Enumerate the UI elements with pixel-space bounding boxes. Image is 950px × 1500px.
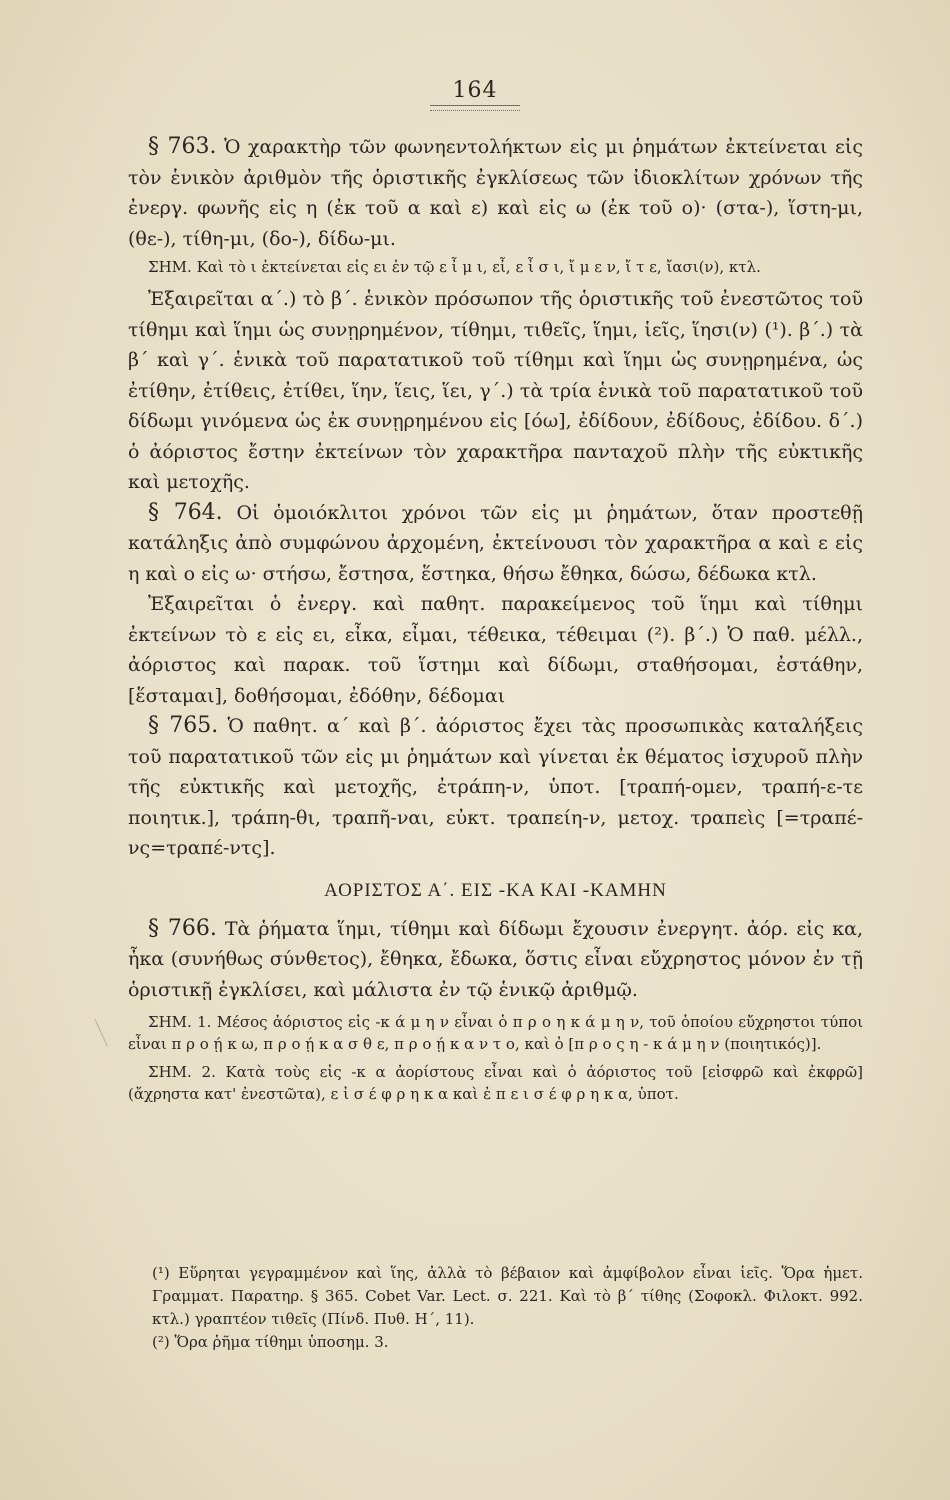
section-heading: ΑΟΡΙΣΤΟΣ Α΄. ΕΙΣ -ΚΑ ΚΑΙ -ΚΑΜΗΝ <box>324 879 667 901</box>
page-number-ornament <box>430 105 520 111</box>
main-text <box>128 132 863 1105</box>
section-765 <box>128 711 863 864</box>
section-text: Οἱ ὁμοιόκλιτοι χρόνοι τῶν εἰς μι ῥημάτων, ὅταν προστεθῇ κατάληξις ἀπὸ συμφώνου ἀρχομένη, ἐκτείνουσι τὸν χαρακτῆρα α καὶ ε εἰς η καὶ ο εἰς ω· στήσω, ἔστησα, ἕστηκα, θήσω ἔθηκα, δώσω, δέδωκα κτλ. <box>128 501 863 585</box>
section-763 <box>128 132 863 254</box>
exception-1: Ἐξαιρεῖται α΄.) τὸ β΄. ἑνικὸν πρόσωπον τῆς ὁριστικῆς τοῦ ἐνεστῶτος τοῦ τίθημι καὶ ἵημι ὡς συνῃρημένον, τίθημι, τιθεῖς, ἵημι, ἱεῖς, ἵησι(ν) (¹). β΄.) τὰ β΄ καὶ γ΄. ἑνικὰ τοῦ παρατατικοῦ τοῦ τίθημι καὶ ἵημι ὡς συνῃρημένα, ὡς ἐτίθην, ἐτίθεις, ἐτίθει, ἵην, ἵεις, ἵει, γ΄.) τὰ τρία ἑνικὰ τοῦ παρατατικοῦ τοῦ δίδωμι γινόμενα ὡς ἐκ συνῃρημένου εἰς [όω], ἐδίδουν, ἐδίδους, ἐδίδου. δ΄.) ὁ ἀόριστος ἔστην ἐκτείνων τὸν χαρακτῆρα πανταχοῦ πλὴν τῆς εὐκτικῆς καὶ μετοχῆς. <box>128 288 863 493</box>
note-2: ΣΗΜ. 1. Μέσος ἀόριστος εἰς -κ ά μ η ν εἶναι ὁ π ρ ο η κ ά μ η ν, τοῦ ὁποίου εὔχρηστοι τύποι εἶναι π ρ ο ῄ κ ω, π ρ ο ῄ κ α σ θ ε, π ρ ο ῄ κ α ν τ ο, καὶ ὁ [π ρ ο ς η - κ ά μ η ν (ποιητικός)]. <box>128 1013 863 1053</box>
section-number: § 766. <box>148 915 217 941</box>
note-3: ΣΗΜ. 2. Κατὰ τοὺς εἰς -κ α ἀορίστους εἶναι καὶ ὁ ἀόριστος τοῦ [εἰσφρῶ καὶ ἐκφρῶ] (ἄχρηστα κατ' ἐνεστῶτα), ε ἰ σ έ φ ρ η κ α καὶ ἐ π ε ι σ έ φ ρ η κ α, ὑποτ. <box>128 1063 863 1103</box>
footnotes <box>128 1262 863 1354</box>
section-text: Ὁ παθητ. α΄ καὶ β΄. ἀόριστος ἔχει τὰς προσωπικὰς καταλήξεις τοῦ παρατατικοῦ τῶν εἰς μι ῥημάτων καὶ γίνεται ἐκ θέματος ἰσχυροῦ πλὴν τῆς εὐκτικῆς καὶ μετοχῆς, ἐτράπη-ν, ὑποτ. [τραπή-ομεν, τραπή-ε-τε ποιητικ.], τράπη-θι, τραπῆ-ναι, εὐκτ. τραπείη-ν, μετοχ. τραπεὶς [=τραπέ-νς=τραπέ-ντς]. <box>128 715 863 859</box>
section-766 <box>128 914 863 1006</box>
note-1: ΣΗΜ. Καὶ τὸ ι ἐκτείνεται εἰς ει ἐν τῷ ε ἶ μ ι, εἶ, ε ἶ σ ι, ἴ μ ε ν, ἴ τ ε, ἴασι(ν), κτλ. <box>148 258 761 276</box>
page-header <box>0 78 950 111</box>
exception-2: Ἐξαιρεῖται ὁ ἐνεργ. καὶ παθητ. παρακείμενος τοῦ ἵημι καὶ τίθημι ἐκτείνων τὸ ε εἰς ει, εἶκα, εἶμαι, τέθεικα, τέθειμαι (²). β΄.) Ὁ παθ. μέλλ., ἀόριστος καὶ παρακ. τοῦ ἵστημι καὶ δίδωμι, σταθήσομαι, ἐστάθην, [ἕσταμαι], δοθήσομαι, ἐδόθην, δέδομαι <box>128 593 863 707</box>
section-text: Τὰ ῥήματα ἵημι, τίθημι καὶ δίδωμι ἔχουσιν ἐνεργητ. ἀόρ. εἰς κα, ἧκα (συνήθως σύνθετος), ἔθηκα, ἔδωκα, ὅστις εἶναι εὔχρηστος μόνον ἐν τῇ ὁριστικῇ ἐγκλίσει, καὶ μάλιστα ἐν τῷ ἑνικῷ ἀριθμῷ. <box>128 917 863 1001</box>
section-text: Ὁ χαρακτὴρ τῶν φωνηεντολήκτων εἰς μι ῥημάτων ἐκτείνεται εἰς τὸν ἑνικὸν ἀριθμὸν τῆς ὁριστικῆς ἐγκλίσεως τῶν ἰδιοκλίτων χρόνων τῆς ἐνεργ. φωνῆς εἰς η (ἐκ τοῦ α καὶ ε) καὶ εἰς ω (ἐκ τοῦ ο)· (στα-), ἵστη-μι, (θε-), τίθη-μι, (δο-), δίδω-μι. <box>128 136 863 250</box>
page-number: 164 <box>452 78 498 103</box>
section-764 <box>128 498 863 590</box>
section-number: § 764. <box>148 499 223 525</box>
footnote-1: (¹) Εὕρηται γεγραμμένον καὶ ἵης, ἀλλὰ τὸ βέβαιον καὶ ἀμφίβολον εἶναι ἱεῖς. Ὅρα ἡμετ. Γραμματ. Παρατηρ. § 365. Cobet Var. Lect. σ. 221. Καὶ τὸ β΄ τίθης (Σοφοκλ. Φιλοκτ. 992. κτλ.) γραπτέον τιθεῖς (Πίνδ. Πυθ. Η΄, 11). <box>152 1264 863 1328</box>
section-number: § 765. <box>148 713 219 738</box>
section-number: § 763. <box>148 134 217 159</box>
margin-mark <box>94 1014 118 1047</box>
footnote-2: (²) Ὅρα ῥῆμα τίθημι ὑποσημ. 3. <box>152 1333 389 1351</box>
